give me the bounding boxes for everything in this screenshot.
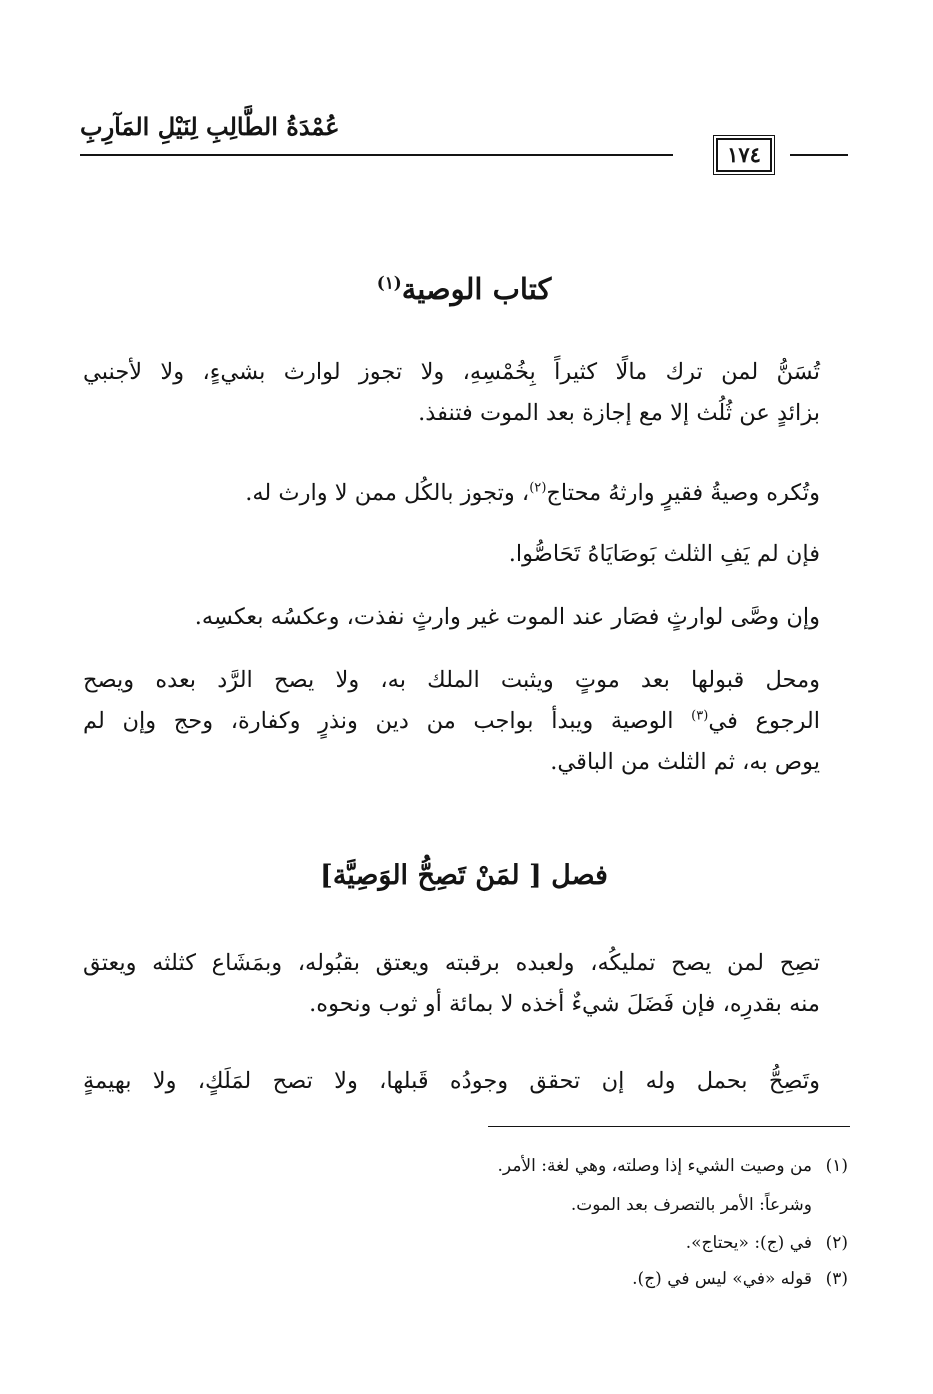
paragraph-text: ، وتجوز بالكُل ممن لا وارث له. bbox=[245, 480, 530, 506]
footnote-text: في (ج): «يحتاج». bbox=[685, 1233, 812, 1253]
paragraph-text: الوصية ويبدأ بواجب من دين ونذرٍ وكفارة، وحج وإن لم bbox=[83, 708, 692, 734]
paragraph-line: ومحل قبولها بعد موتٍ ويثبت الملك به، ولا يصح الرَّد بعده ويصح bbox=[83, 667, 820, 693]
paragraph-line bbox=[83, 473, 848, 514]
footnote-1-continuation bbox=[132, 1194, 848, 1216]
footnote-text: وشرعاً: الأمر بالتصرف بعد الموت. bbox=[570, 1195, 812, 1215]
paragraph-line: فإن لم يَفِ الثلث بَوصَايَاهُ تَحَاصُّوا. bbox=[508, 541, 820, 567]
footnote-number: (٣) bbox=[825, 1269, 848, 1289]
footnote-text: من وصيت الشيء إذا وصلته، وهي لغة: الأمر. bbox=[497, 1156, 812, 1176]
footnote-ref-1: (١) bbox=[376, 272, 402, 293]
footnote-2 bbox=[168, 1232, 848, 1254]
chapter-title-text: كتاب الوصية bbox=[401, 272, 552, 306]
footnote-divider bbox=[488, 1126, 850, 1127]
chapter-title bbox=[80, 272, 848, 306]
paragraph-line: منه بقدرِه، فإن فَضَلَ شيءٌ أخذه لا بمائة أو ثوب ونحوه. bbox=[309, 991, 820, 1017]
paragraph-1 bbox=[83, 352, 848, 434]
paragraph-5 bbox=[83, 660, 848, 783]
paragraph-3 bbox=[83, 534, 848, 575]
paragraph-2 bbox=[83, 473, 848, 514]
footnote-text: قوله «في» ليس في (ج). bbox=[632, 1269, 812, 1289]
page-number: ١٧٤ bbox=[716, 138, 772, 172]
footnote-3 bbox=[168, 1268, 848, 1290]
paragraph-text: وتُكره وصيةُ فقيرٍ وارثهُ محتاج bbox=[546, 480, 820, 506]
footnote-1 bbox=[168, 1155, 848, 1177]
footnote-ref-3: (٣) bbox=[691, 708, 709, 724]
header-rule-left bbox=[80, 154, 673, 156]
header-rule-right bbox=[790, 154, 848, 156]
section-paragraph-2 bbox=[83, 1061, 848, 1102]
paragraph-text: الرجوع في bbox=[708, 708, 821, 734]
running-header-title: عُمْدَةُ الطَّالِبِ لِنَيْلِ المَآرِبِ bbox=[80, 112, 340, 141]
paragraph-line: وتَصِحُّ بحمل وله إن تحقق وجودُه قَبلها، ولا تصح لمَلَكٍ، ولا بهيمةٍ bbox=[83, 1068, 820, 1094]
paragraph-line: يوص به، ثم الثلث من الباقي. bbox=[550, 749, 820, 775]
paragraph-line: تصِح لمن يصح تمليكُه، ولعبده برقبته ويعتق بقبُوله، وبمَشَاع كثلثه ويعتق bbox=[83, 950, 820, 976]
footnote-number: (٢) bbox=[825, 1233, 848, 1253]
footnote-number: (١) bbox=[825, 1156, 848, 1176]
paragraph-line bbox=[83, 701, 848, 742]
section-title: فصل [ لمَنْ تَصِحُّ الوَصِيَّة] bbox=[320, 860, 608, 891]
paragraph-4 bbox=[83, 597, 848, 638]
footnote-ref-2: (٢) bbox=[529, 480, 547, 496]
paragraph-line: وإن وصَّى لوارثٍ فصَار عند الموت غير وارثٍ نفذت، وعكسُه بعكسِه. bbox=[194, 604, 820, 630]
paragraph-line: بزائدٍ عن ثُلُث إلا مع إجازة بعد الموت فتنفذ. bbox=[418, 400, 820, 426]
paragraph-line: تُسَنُّ لمن ترك مالًا كثيراً بِخُمْسِهِ، ولا تجوز لوارث بشيءٍ، ولا لأجنبي bbox=[83, 359, 820, 385]
section-paragraph-1 bbox=[83, 943, 848, 1025]
